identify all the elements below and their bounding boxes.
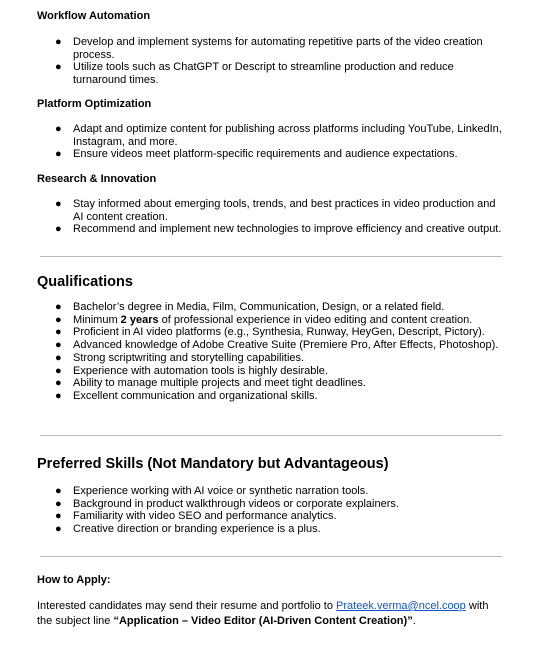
list-item: ● Proficient in AI video platforms (e.g., Synthesia, Runway, HeyGen, Descript, Pictory). [55, 326, 485, 339]
list-item: ● Develop and implement systems for automating repetitive parts of the video creation process. [55, 36, 483, 61]
heading-research-innovation: Research & Innovation [37, 173, 157, 185]
section-divider [40, 256, 502, 257]
qualifications-list [0, 301, 513, 403]
bullet-icon: ● [55, 485, 62, 497]
emphasis-years: 2 years [120, 313, 159, 326]
workflow-list [0, 36, 513, 87]
bullet-icon: ● [55, 364, 62, 377]
list-item: ● Ensure videos meet platform-specific requirements and audience expectations. [55, 148, 458, 161]
bullet-icon: ● [55, 389, 62, 402]
list-item: ● Bachelor’s degree in Media, Film, Communication, Design, or a related field. [55, 301, 445, 313]
bullet-icon: ● [55, 148, 62, 161]
bullet-icon: ● [55, 497, 62, 510]
bullet-icon: ● [55, 523, 62, 536]
list-item: ● Experience working with AI voice or synthetic narration tools. [55, 485, 369, 497]
bullet-icon: ● [55, 377, 62, 390]
preferred-skills-list [0, 485, 513, 536]
bullet-icon: ● [55, 339, 62, 352]
list-item: ● Stay informed about emerging tools, trends, and best practices in video production and AI content creation. [55, 198, 496, 223]
heading-workflow-automation: Workflow Automation [37, 10, 151, 22]
heading-how-to-apply: How to Apply: [37, 574, 111, 586]
bullet-icon: ● [55, 313, 62, 326]
email-subject-line: “Application – Video Editor (AI-Driven Content Creation)” [113, 615, 413, 627]
bullet-icon: ● [55, 351, 62, 364]
bullet-icon: ● [55, 198, 62, 210]
bullet-icon: ● [55, 510, 62, 523]
bullet-icon: ● [55, 301, 62, 313]
list-item: ● Ability to manage multiple projects and meet tight deadlines. [55, 377, 366, 390]
list-item: ● Recommend and implement new technologies to improve efficiency and creative output. [55, 223, 502, 236]
list-item: ● Advanced knowledge of Adobe Creative Suite (Premiere Pro, After Effects, Photoshop). [55, 339, 499, 352]
list-item: ● Experience with automation tools is highly desirable. [55, 364, 328, 377]
apply-paragraph: Interested candidates may send their resume and portfolio to Prateek.verma@ncel.coop with the subject line “Application – Video Editor (AI-Driven Content Creation)”. [37, 600, 489, 627]
platform-list [0, 123, 513, 161]
section-divider [40, 556, 502, 557]
bullet-icon: ● [55, 36, 62, 48]
email-link[interactable]: Prateek.verma@ncel.coop [336, 600, 466, 612]
heading-preferred-skills: Preferred Skills (Not Mandatory but Advantageous) [37, 456, 389, 472]
list-item: ● Creative direction or branding experience is a plus. [55, 523, 321, 536]
list-item: ● Minimum 2 years of professional experience in video editing and content creation. [55, 313, 473, 326]
list-item: ● Familiarity with video SEO and performance analytics. [55, 510, 337, 523]
bullet-icon: ● [55, 326, 62, 339]
bullet-icon: ● [55, 123, 62, 135]
list-item: ● Utilize tools such as ChatGPT or Descript to streamline production and reduce turnaround times. [55, 61, 454, 87]
heading-qualifications: Qualifications [37, 274, 133, 290]
research-list [0, 198, 513, 236]
section-divider [40, 435, 502, 436]
list-item: ● Strong scriptwriting and storytelling capabilities. [55, 351, 305, 364]
list-item: ● Background in product walkthrough videos or corporate explainers. [55, 497, 399, 510]
list-item: ● Adapt and optimize content for publishing across platforms including YouTube, LinkedIn, Instagram, and more. [55, 123, 502, 148]
list-item: ● Excellent communication and organizational skills. [55, 389, 318, 402]
bullet-icon: ● [55, 223, 62, 236]
bullet-icon: ● [55, 61, 62, 74]
heading-platform-optimization: Platform Optimization [37, 98, 152, 110]
